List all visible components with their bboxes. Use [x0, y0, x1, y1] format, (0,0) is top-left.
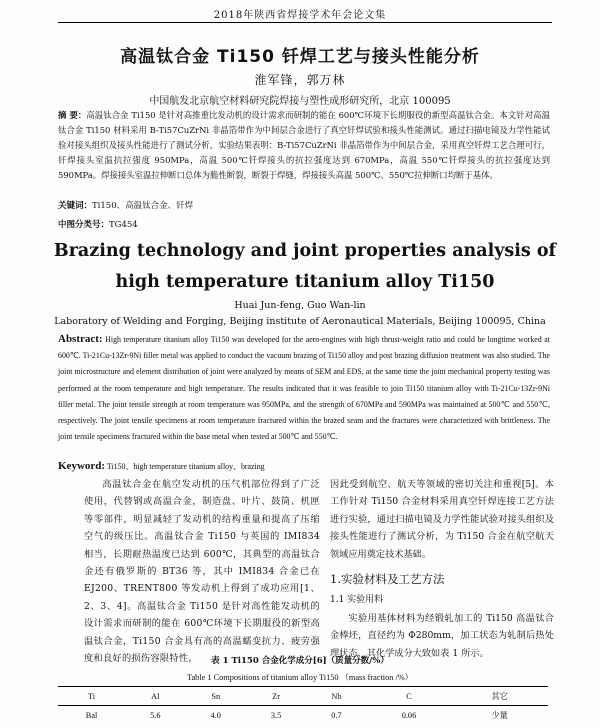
cn-keywords-text: Ti150、高温钛合金、钎焊 [92, 201, 194, 211]
en-abstract-text: High temperature titanium alloy Ti150 was developed for the aero-engines with high thrust-weight ratio and could be longtime worked at 600℃. Ti-21Cu-13Zr-9Ni filler metal was applied to conduct the vacuum brazing of Ti150 alloy and post brazing diffusion treatment was also studied. The joint microstructure and element distribution of joint were analyzed by means of SEM and EDS, at the same time the joint mechanical property testing was performed at the room temperature and high temperature. The results indicated that it was feasible to join Ti150 titanium alloy with Ti-21Cu-13Zr-9Ni filler metal. The joint tensile strength at room temperature was 950MPa, and the strength of 670MPa and 590MPa was maintained at 500℃ and 550℃, respectively. The joint tensile specimens at room temperature fractured within the brazed seam and the fractures were characterized with brittleness. The joint tensile specimens fractured within the base metal when tested at 500℃ and 550℃. [58, 335, 550, 442]
en-keywords-label: Keyword: [58, 460, 106, 472]
en-abstract-label: Abstract: [58, 333, 103, 345]
running-header: 2018年陕西省焊接学术年会论文集 [213, 10, 387, 21]
cn-abstract [58, 108, 550, 183]
table-header-cell: 其它 [491, 692, 508, 701]
en-authors: Huai Jun-feng, Guo Wan-lin [234, 300, 366, 311]
en-title: Brazing technology and joint properties analysis of high temperature titanium alloy Ti150 [53, 241, 557, 292]
section-heading: 1.实验材料及工艺方法 [330, 572, 445, 587]
cn-class-number: TG454 [109, 220, 138, 230]
cn-authors: 淮军锋，郭万林 [254, 73, 346, 87]
table-caption-cn: 表 1 Ti150 合金化学成分[6]（质量分数/%） [211, 656, 389, 666]
cn-abstract-label: 摘 要： [58, 110, 87, 120]
table-header-cell: Ti [88, 691, 96, 701]
body-left-column [84, 476, 320, 667]
cn-class-label: 中图分类号： [58, 220, 110, 230]
en-keywords-text: Ti150、high temperature titanium alloy、brazing [106, 462, 265, 471]
table-cell: 4.0 [210, 710, 221, 720]
table-caption-en: Table 1 Compositions of titanium alloy Ti150 （mass fraction /%） [187, 673, 413, 682]
table-header-cell: Zr [272, 691, 281, 701]
intro-paragraph: 高温钛合金在航空发动机的压气机部位得到了广泛使用，代替钢或高温合金，制造盘、叶片、鼓筒、机匣等零部件，明显减轻了发动机的结构重量和提高了压缩空气的级压比。高温钛合金 Ti150 与英国的 IMI834 相当，长期耐热温度已达到 600℃，其典型的高温钛合金还有俄罗斯的 BT36 等，其中 IMI834 合金已在 EJ200、TRENT800 等发动机上得到了成功应用[1、2、3、4]。高温钛合金 Ti150 是针对高性能发动机的设计需求而研制的能在 600℃环境下长期服役的新型高温钛合金，Ti150 合金具有高的高温蠕变抗力、疲劳强度和良好的损伤容限特性， [84, 479, 320, 665]
en-affiliation: Laboratory of Welding and Forging, Beijing institute of Aeronautical Materials, Beijing 100095, China [54, 316, 546, 327]
table-cell: 少量 [491, 711, 508, 720]
cn-classification [58, 218, 138, 230]
table-header-cell: Nb [331, 691, 342, 701]
cn-affiliation: 中国航发北京航空材料研究院焊接与塑性成形研究所，北京 100095 [149, 96, 451, 107]
intro-paragraph-continued: 因此受到航空、航天等领域的密切关注和重视[5]。本工作针对 Ti150 合金材料采用真空钎焊连接工艺方法进行实验，通过扫描电镜及力学性能试验对接头组织及接头性能进行了测试分析，为 Ti150 合金在航空航天领域应用奠定技术基础。 [330, 479, 554, 560]
table-header-cell: Sn [211, 691, 221, 701]
table-cell: 0.7 [331, 710, 342, 720]
en-abstract [58, 331, 550, 445]
header-rule [58, 22, 552, 23]
table-row [58, 706, 548, 725]
cn-keywords [58, 199, 193, 211]
en-keywords [58, 460, 265, 472]
subsection-heading: 1.1 实验用料 [330, 595, 384, 606]
cn-title: 高温钛合金 Ti150 钎焊工艺与接头性能分析 [120, 47, 480, 67]
table-header-cell: C [406, 691, 412, 701]
body-right-column [330, 476, 554, 662]
table-header-cell: Al [151, 691, 160, 701]
table-cell: 3.5 [270, 710, 282, 720]
materials-paragraph: 实验用基体材料为经锻轧加工的 Ti150 高温钛合金棒坯，直径约为 Φ280mm，加工状态为轧制后热处理状态，其化学成分大致如表 1 所示。 [330, 612, 554, 659]
cn-keywords-label: 关键词： [58, 201, 93, 211]
table-cell: Bal [85, 710, 98, 720]
composition-table [58, 686, 548, 724]
table-cell: 5.6 [150, 710, 161, 720]
table-header-row [58, 687, 548, 706]
cn-abstract-text: 高温钛合金 Ti150 是针对高推重比发动机的设计需求而研制的能在 600℃环境下长期服役的新型高温钛合金。本文针对高温钛合金 Ti150 材料采用 B-Ti57CuZrNi 非晶箔带作为中间层合金进行了真空钎焊试验和接头性能测试。通过扫描电镜及力学性能试验对接头组织及接头性能进行了测试分析，实验结果表明：B-Ti57CuZrNi 非晶箔带作为中间层合金，采用真空钎焊工艺合理可行，钎焊接头室温抗拉强度 950MPa，高温 500℃钎焊接头的抗拉强度达到 670MPa，高温 550℃钎焊接头的抗拉强度达到 590MPa。焊接接头室温拉伸断口总体为脆性断裂，断裂于焊缝，焊接接头高温 500℃、550℃拉伸断口均断于基体。 [58, 110, 550, 180]
table-cell: 0.06 [401, 710, 417, 720]
